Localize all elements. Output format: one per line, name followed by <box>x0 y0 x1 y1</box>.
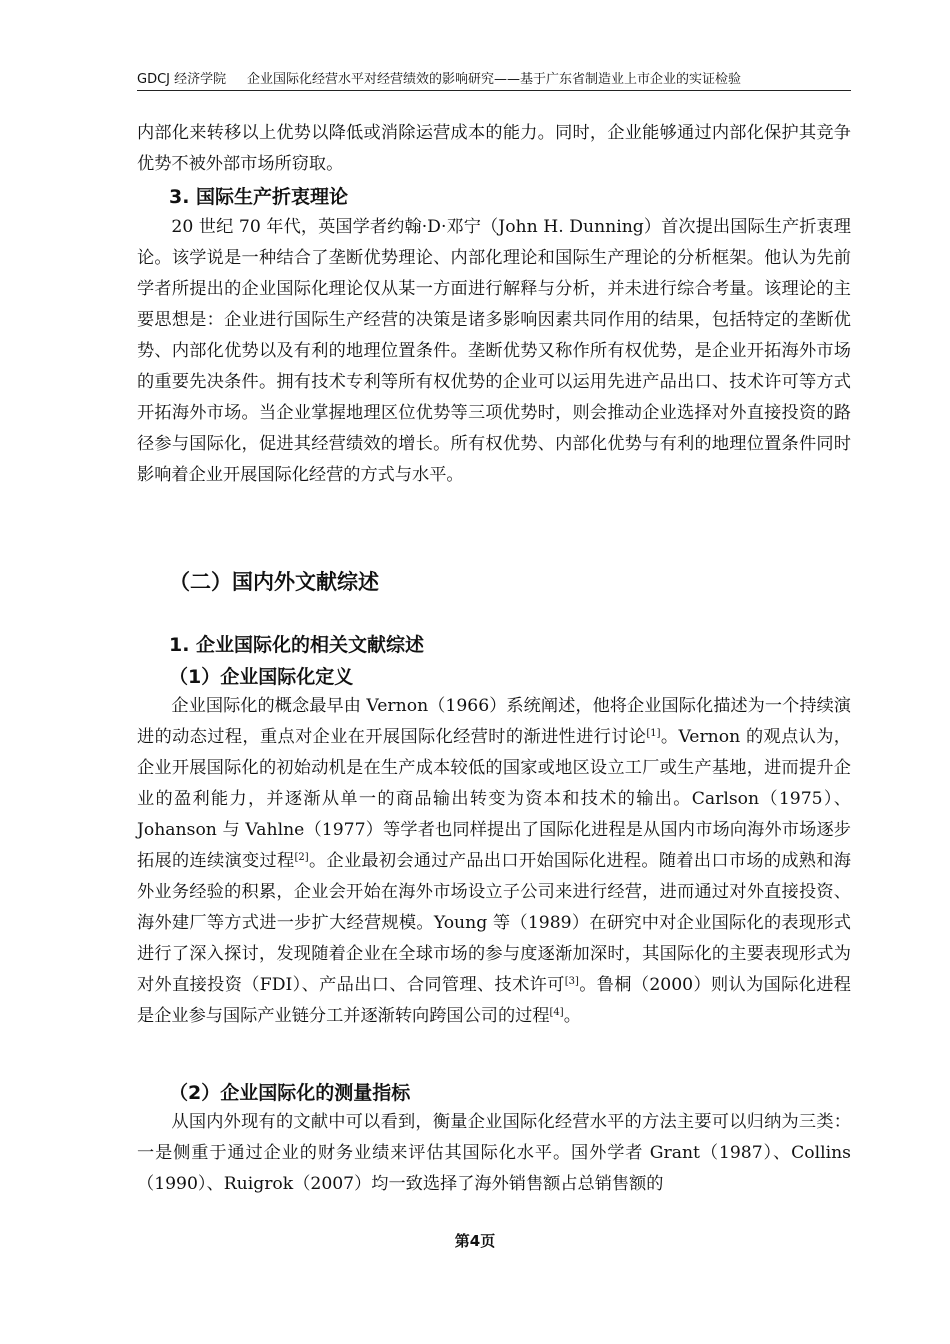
paragraph-eclectic-theory: 20 世纪 70 年代，英国学者约翰·D·邓宁（John H. Dunning）首次提出国际生产折衷理论。该学说是一种结合了垄断优势理论、内部化理论和国际生产理论的分析框架。他认为先前学者所提出的企业国际化理论仅从某一方面进行解释与分析，并未进行综合考量。该理论的主要思想是：企业进行国际生产经营的决策是诸多影响因素共同作用的结果，包括特定的垄断优势、内部化优势以及有利的地理位置条件。垄断优势又称作所有权优势，是企业开拓海外市场的重要先决条件。拥有技术专利等所有权优势的企业可以运用先进产品出口、技术许可等方式开拓海外市场。当企业掌握地理区位优势等三项优势时，则会推动企业选择对外直接投资的路径参与国际化，促进其经营绩效的增长。所有权优势、内部化优势与有利的地理位置条件同时影响着企业开展国际化经营的方式与水平。 <box>137 217 851 485</box>
header-title: 企业国际化经营水平对经营绩效的影响研究——基于广东省制造业上市企业的实证检验 <box>247 72 742 87</box>
page-number: 第4页 <box>454 1232 496 1250</box>
citation-ref-1: [1] <box>646 728 661 739</box>
citation-ref-2: [2] <box>294 852 309 863</box>
definition-text-3: 。企业最初会通过产品出口开始国际化进程。随着出口市场的成熟和海外业务经验的积累，企业会开始在海外市场设立子公司来进行经营，进而通过对外直接投资、海外建厂等方式进一步扩大经营规模。Young 等（1989）在研究中对企业国际化的表现形式进行了深入探讨，发现随着企业在全球市场的参与度逐渐加深时，其国际化的主要表现形式为对外直接投资（FDI）、产品出口、合同管理、技术许可 <box>137 851 851 995</box>
heading-internationalization-review: 1. 企业国际化的相关文献综述 <box>169 634 425 656</box>
paragraph-measurement-indicators: 从国内外现有的文献中可以看到，衡量企业国际化经营水平的方法主要可以归纳为三类：一是侧重于通过企业的财务业绩来评估其国际化水平。国外学者 Grant（1987）、Collins（1990）、Ruigrok（2007）均一致选择了海外销售额占总销售额的 <box>137 1112 851 1194</box>
citation-ref-4: [4] <box>549 1007 564 1018</box>
definition-text-2: 。Vernon 的观点认为，企业开展国际化的初始动机是在生产成本较低的国家或地区设立工厂或生产基地，进而提升企业的盈利能力，并逐渐从单一的商品输出转变为资本和技术的输出。Carlson（1975）、 Johanson 与 Vahlne（1977）等学者也同样提出了国际化进程是从国内市场向海外市场逐步拓展的连续演变过程 <box>137 727 851 871</box>
citation-ref-3: [3] <box>564 976 579 987</box>
heading-internationalization-definition: （1）企业国际化定义 <box>169 666 354 688</box>
header-school: GDCJ 经济学院 <box>137 72 227 87</box>
heading-measurement-indicators: （2）企业国际化的测量指标 <box>169 1082 411 1104</box>
paragraph-internationalization-definition <box>137 691 851 1032</box>
paragraph-intro: 内部化来转移以上优势以降低或消除运营成本的能力。同时，企业能够通过内部化保护其竞争优势不被外部市场所窃取。 <box>137 123 851 174</box>
definition-text-1: 企业国际化的概念最早由 Vernon（1966）系统阐述，他将企业国际化描述为一个持续演进的动态过程，重点对企业在开展国际化经营时的渐进性进行讨论 <box>137 696 851 747</box>
definition-text-4: 。鲁桐（2000）则认为国际化进程是企业参与国际产业链分工并逐渐转向跨国公司的过程 <box>137 975 851 1026</box>
running-header <box>137 68 851 91</box>
definition-text-5: 。 <box>563 1006 581 1026</box>
heading-literature-review: （二）国内外文献综述 <box>169 570 379 594</box>
heading-eclectic-theory: 3. 国际生产折衷理论 <box>169 186 349 208</box>
